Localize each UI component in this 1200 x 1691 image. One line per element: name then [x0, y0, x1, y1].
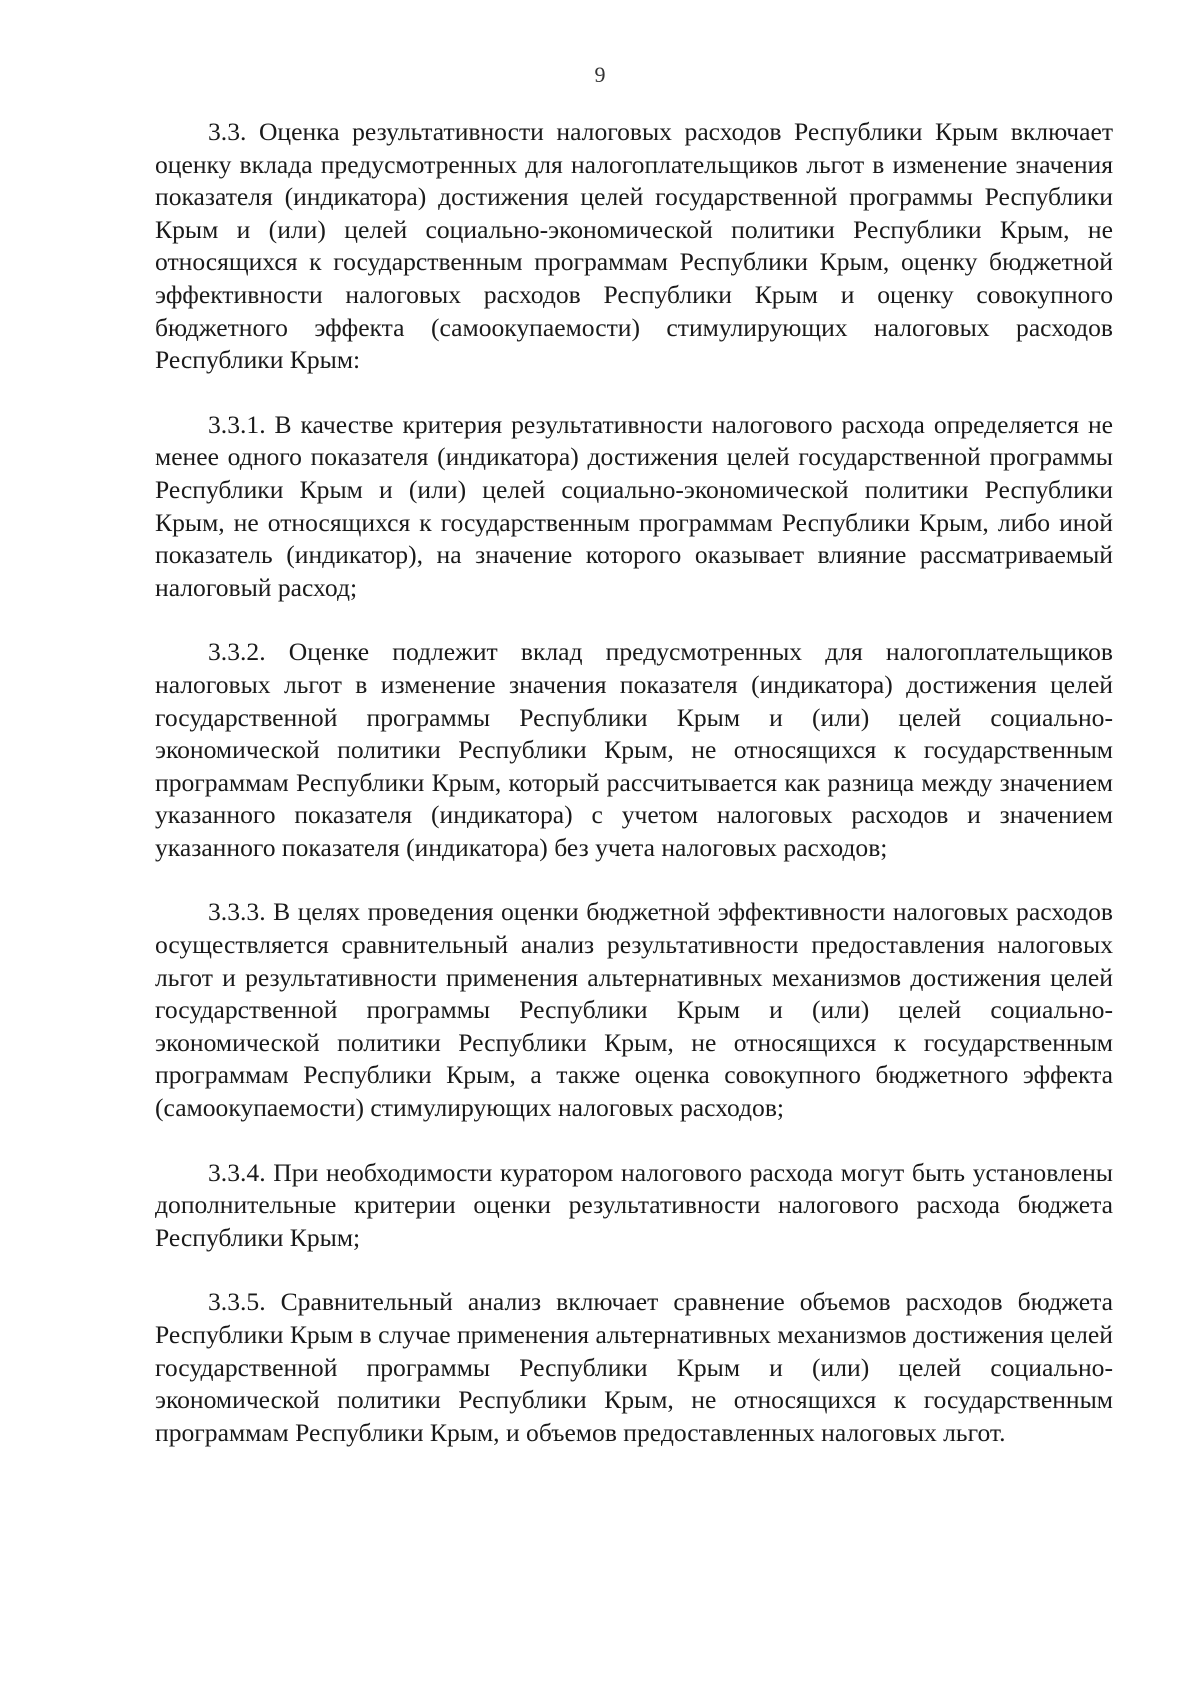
paragraph-3-3-4: 3.3.4. При необходимости куратором налогового расхода могут быть установлены дополнительные критерии оценки результативности налогового расхода бюджета Республики Крым;: [155, 1157, 1113, 1252]
paragraph-3-3-2: 3.3.2. Оценке подлежит вклад предусмотренных для налогоплательщиков налоговых льгот в изменение значения показателя (индикатора) достижения целей государственной программы Республики Крым и (или) целей социально-экономической политики Республики Крым, не относящихся к государственным программам Республики Крым, который рассчитывается как разница между значением указанного показателя (индикатора) с учетом налоговых расходов и значением указанного показателя (индикатора) без учета налоговых расходов;: [155, 637, 1113, 862]
paragraph-3-3-3: 3.3.3. В целях проведения оценки бюджетной эффективности налоговых расходов осуществляется сравнительный анализ результативности предоставления налоговых льгот и результативности применения альтернативных механизмов достижения целей государственной программы Республики Крым и (или) целей социально-экономической политики Республики Крым, не относящихся к государственным программам Республики Крым, а также оценка совокупного бюджетного эффекта (самоокупаемости) стимулирующих налоговых расходов;: [155, 897, 1113, 1123]
paragraph-3-3-1: 3.3.1. В качестве критерия результативности налогового расхода определяется не менее одного показателя (индикатора) достижения целей государственной программы Республики Крым и (или) целей социально-экономической политики Республики Крым, не относящихся к государственным программам Республики Крым, либо иной показатель (индикатор), на значение которого оказывает влияние рассматриваемый налоговый расход;: [155, 409, 1113, 602]
page-number: 9: [594, 62, 606, 87]
document-body: [155, 116, 1113, 1481]
paragraph-3-3: 3.3. Оценка результативности налоговых расходов Республики Крым включает оценку вклада предусмотренных для налогоплательщиков льгот в изменение значения показателя (индикатора) достижения целей государственной программы Республики Крым и (или) целей социально-экономической политики Республики Крым, не относящихся к государственным программам Республики Крым, оценку бюджетной эффективности налоговых расходов Республики Крым и оценку совокупного бюджетного эффекта (самоокупаемости) стимулирующих налоговых расходов Республики Крым:: [155, 117, 1113, 375]
paragraph-3-3-5: 3.3.5. Сравнительный анализ включает сравнение объемов расходов бюджета Республики Крым в случае применения альтернативных механизмов достижения целей государственной программы Республики Крым и (или) целей социально-экономической политики Республики Крым, не относящихся к государственным программам Республики Крым, и объемов предоставленных налоговых льгот.: [155, 1287, 1113, 1447]
